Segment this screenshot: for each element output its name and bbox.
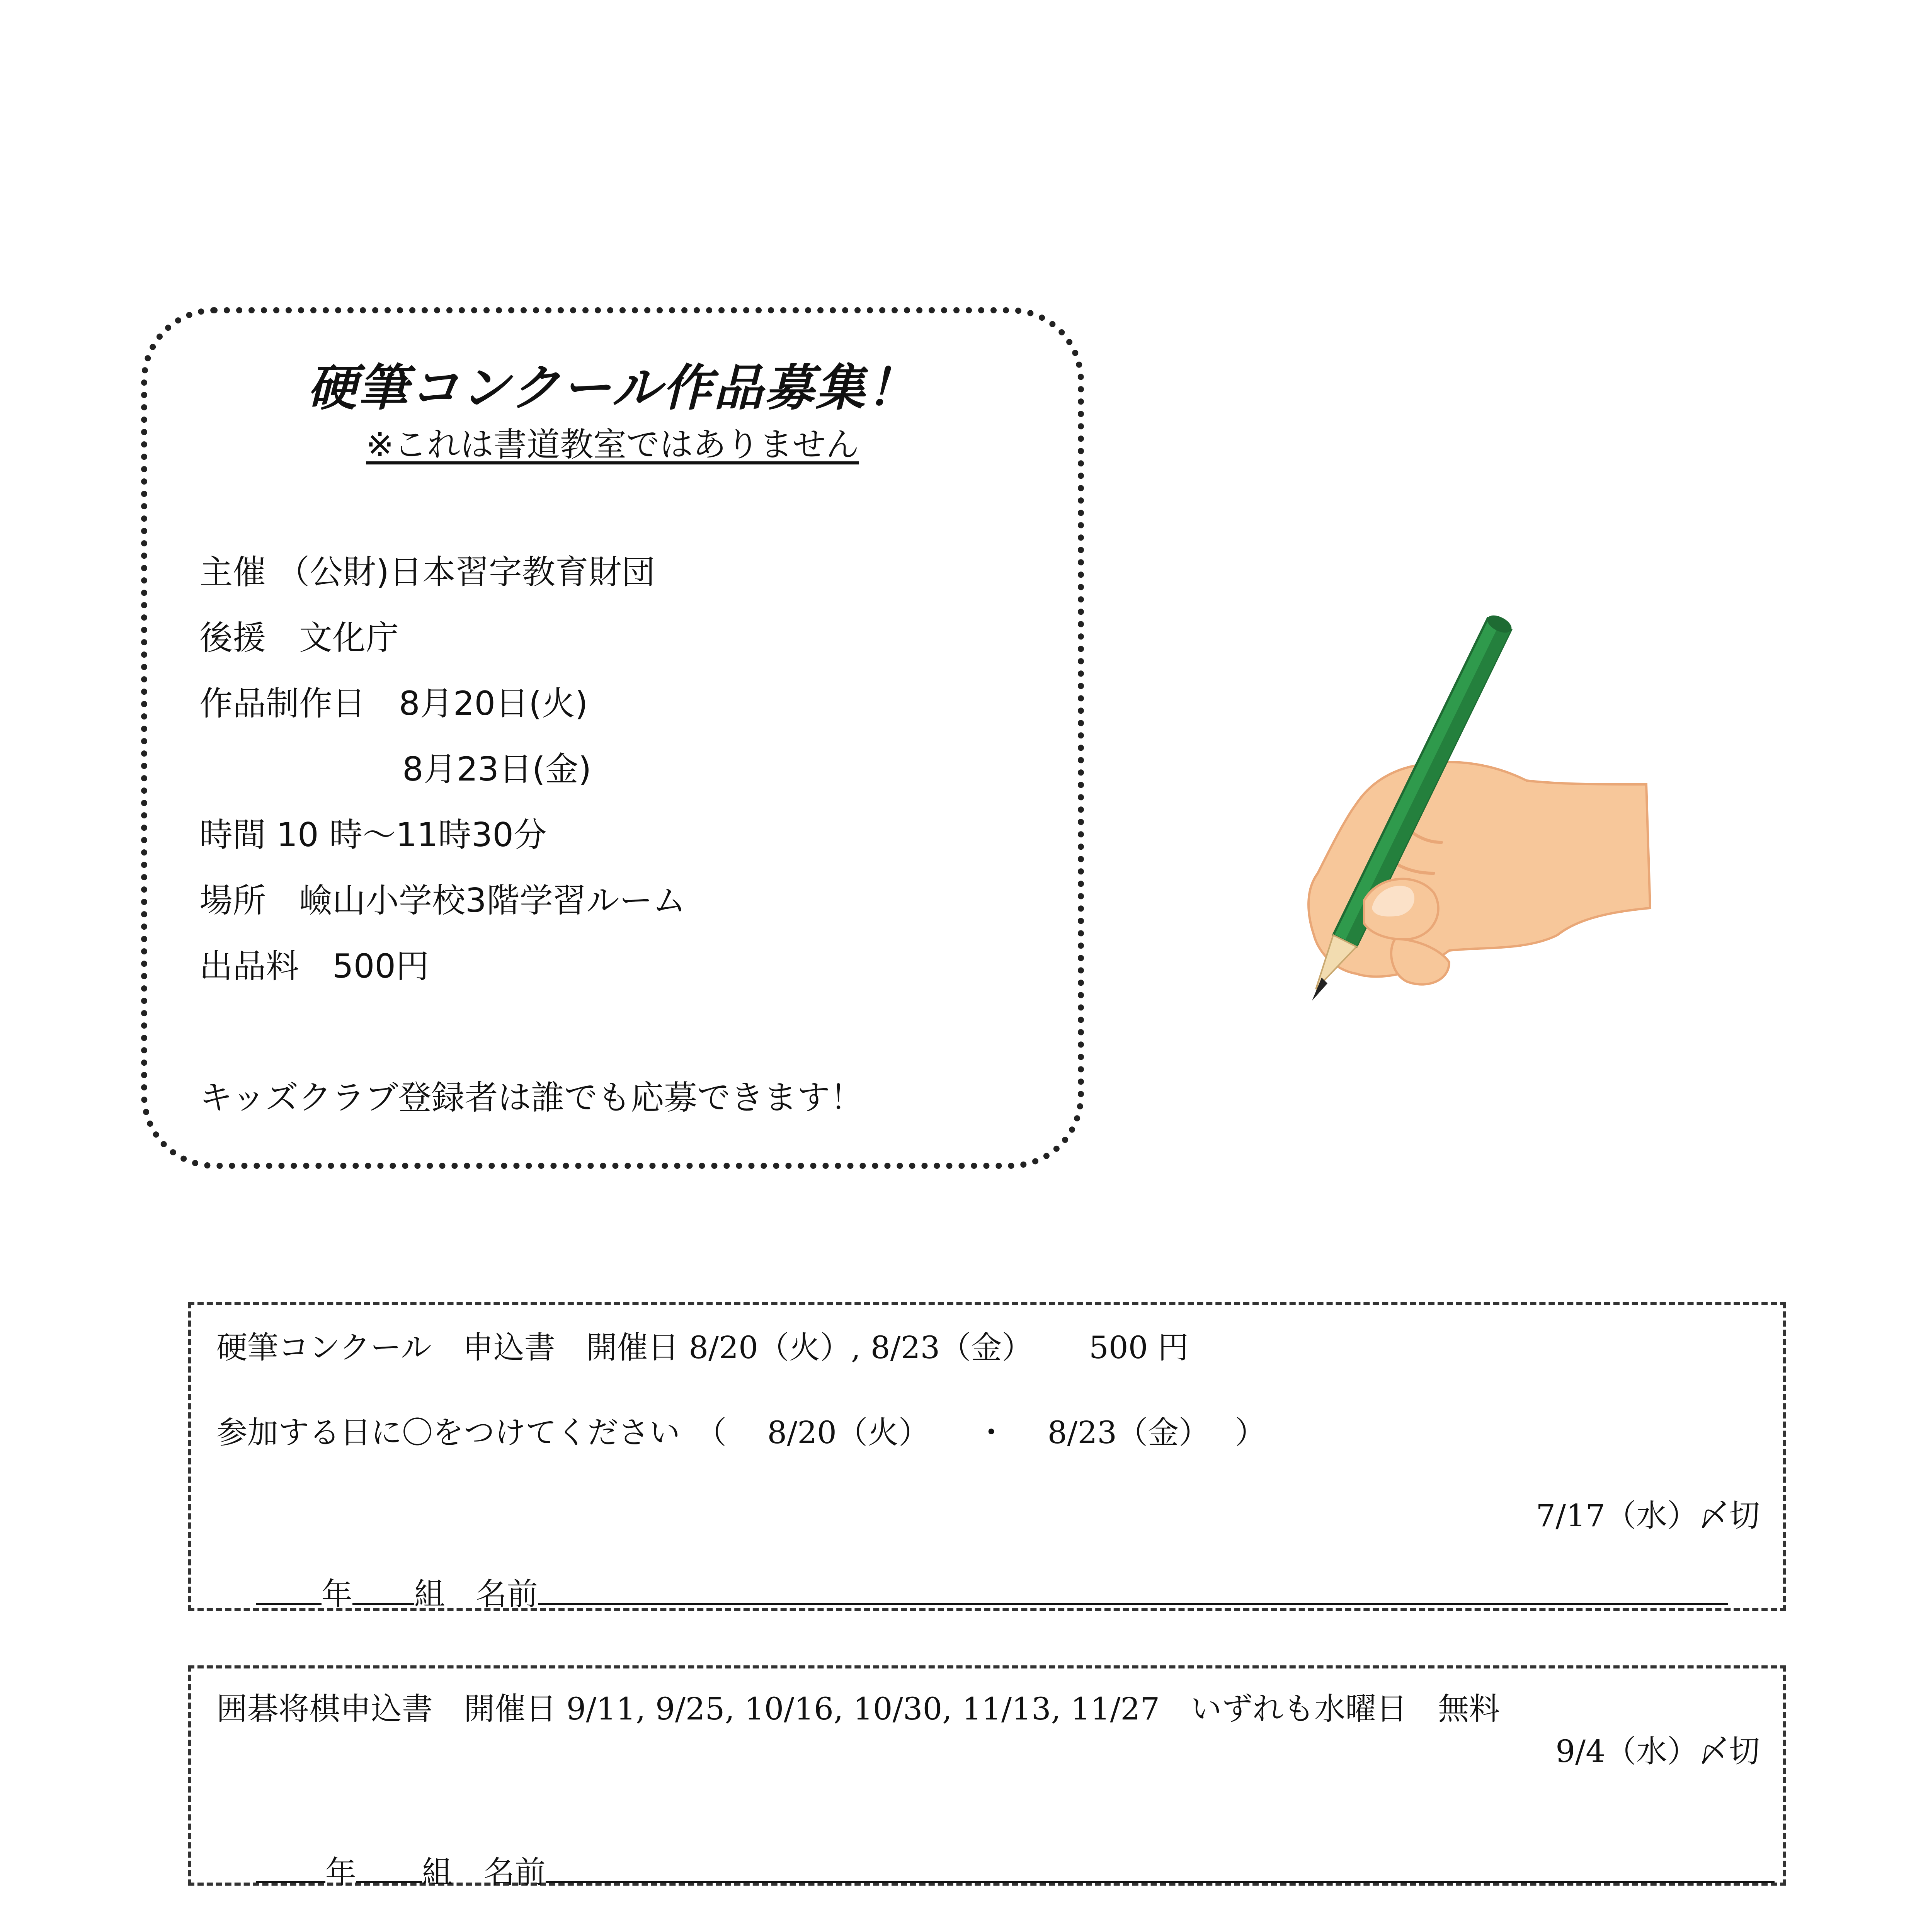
name-entry-line[interactable] [216,1533,1728,1650]
dates-second-line: 8月23日(金) [402,750,592,789]
class-label: 組 [422,1854,453,1890]
contest-notice-box [141,307,1084,1169]
place-line: 場所 嶮山小学校3階学習ルーム [199,881,686,920]
name-label: 名前 [476,1576,538,1612]
deadline: 7/17（水）〆切 [1536,1498,1760,1534]
application-form-go-shogi [188,1665,1786,1890]
eligibility-line: キッズクラブ登録者は誰でも応募できます！ [199,1078,864,1117]
deadline: 9/4（水）〆切 [1555,1733,1760,1769]
dates-line: 作品制作日 8月20日(火) [199,684,588,723]
notice-title: 硬筆コンクール作品募集！ [307,359,918,417]
fee-line: 出品料 500円 [199,947,429,986]
organizer-line: 主催 （公財)日本習字教育財団 [199,553,655,592]
hand-writing-with-pencil-icon [1217,603,1700,1020]
name-entry-line[interactable] [216,1811,1775,1928]
support-line: 後援 文化庁 [199,619,399,657]
year-label: 年 [321,1576,352,1612]
year-label: 年 [325,1854,356,1890]
form-title: 囲碁将棋申込書 開催日 9/11, 9/25, 10/16, 10/30, 11/13, 11/27 いずれも水曜日 無料 [216,1691,1500,1727]
notice-subtitle: ※これは書道教室ではありません [366,425,859,464]
application-form-calligraphy-contest [188,1302,1786,1611]
class-label: 組 [414,1576,445,1612]
time-line: 時間 10 時～11時30分 [199,816,547,854]
form-title: 硬筆コンクール 申込書 開催日 8/20（火）, 8/23（金） 500 円 [216,1330,1189,1366]
name-label: 名前 [483,1854,546,1890]
form-attendance-line: 参加する日に〇をつけてください （ 8/20（火） ・ 8/23（金） ） [216,1415,1266,1451]
